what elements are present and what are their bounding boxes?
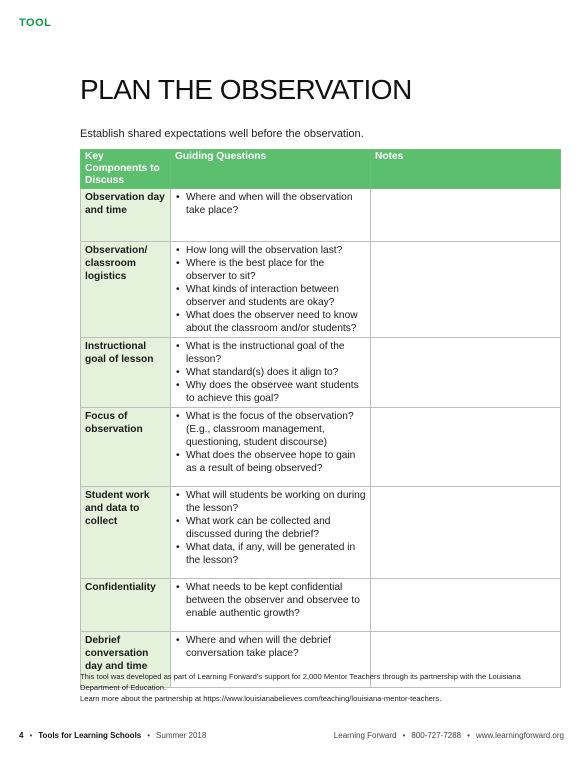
footer-separator: • xyxy=(29,731,33,740)
table-row xyxy=(81,579,561,632)
question-item: • Where and when will the observation take place? xyxy=(175,191,366,217)
key-component-cell: Instructional goal of lesson xyxy=(81,338,171,408)
key-component-cell: Debrief conversation day and time xyxy=(81,632,171,688)
observation-plan-table xyxy=(80,149,561,688)
guiding-questions-cell xyxy=(171,242,371,338)
guiding-questions-cell xyxy=(171,487,371,579)
guiding-questions-cell xyxy=(171,579,371,632)
publication-name: Tools for Learning Schools xyxy=(38,731,142,740)
question-item: • What data, if any, will be generated in the lesson? xyxy=(175,541,366,567)
footer-separator: • xyxy=(147,731,151,740)
footer-right xyxy=(334,731,564,740)
table-row xyxy=(81,242,561,338)
question-list xyxy=(175,191,366,217)
question-item: • What work can be collected and discussed during the debrief? xyxy=(175,515,366,541)
question-item: • Where and when will the debrief conversation take place? xyxy=(175,634,366,660)
question-list xyxy=(175,581,366,620)
intro-text: Establish shared expectations well before the observation. xyxy=(80,128,364,140)
table-row xyxy=(81,487,561,579)
question-list xyxy=(175,410,366,475)
table-header-row xyxy=(81,150,561,189)
question-list xyxy=(175,244,366,335)
phone-number: 800-727-7288 xyxy=(411,731,462,740)
guiding-questions-cell xyxy=(171,189,371,242)
guiding-questions-cell xyxy=(171,408,371,487)
question-item: • Why does the observee want students to achieve this goal? xyxy=(175,379,366,405)
question-item: • What is the focus of the observation? (E.g., classroom management, questioning, student discourse) xyxy=(175,410,366,449)
footnote-line-1: This tool was developed as part of Learning Forward’s support for 2,000 Mentor Teachers through its partnership with the Louisiana Department of Education. xyxy=(80,672,521,692)
question-list xyxy=(175,340,366,405)
header-key-components: Key Components to Discuss xyxy=(81,150,171,189)
header-notes: Notes xyxy=(371,150,561,189)
tool-tag: TOOL xyxy=(19,17,52,29)
question-item: • Where is the best place for the observer to sit? xyxy=(175,257,366,283)
key-component-cell: Focus of observation xyxy=(81,408,171,487)
footnote xyxy=(80,671,560,704)
notes-cell[interactable] xyxy=(371,487,561,579)
website-link[interactable]: www.learningforward.org xyxy=(475,731,564,740)
page-footer xyxy=(19,731,564,740)
notes-cell[interactable] xyxy=(371,189,561,242)
question-item: • What kinds of interaction between observer and students are okay? xyxy=(175,283,366,309)
page-number: 4 xyxy=(19,731,24,740)
question-list xyxy=(175,634,366,660)
notes-cell[interactable] xyxy=(371,408,561,487)
footer-separator: • xyxy=(467,731,470,740)
key-component-cell: Student work and data to collect xyxy=(81,487,171,579)
question-item: • How long will the observation last? xyxy=(175,244,366,257)
key-component-cell: Observation day and time xyxy=(81,189,171,242)
question-item: • What is the instructional goal of the lesson? xyxy=(175,340,366,366)
key-component-cell: Confidentiality xyxy=(81,579,171,632)
question-list xyxy=(175,489,366,567)
question-item: • What does the observer need to know about the classroom and/or students? xyxy=(175,309,366,335)
key-component-cell: Observation/ classroom logistics xyxy=(81,242,171,338)
footnote-line-2: Learn more about the partnership at https://www.louisianabelieves.com/teaching/louisiana-mentor-teachers. xyxy=(80,694,442,703)
table-row xyxy=(81,189,561,242)
question-item: • What will students be working on during the lesson? xyxy=(175,489,366,515)
org-name: Learning Forward xyxy=(333,731,397,740)
notes-cell[interactable] xyxy=(371,579,561,632)
notes-cell[interactable] xyxy=(371,242,561,338)
question-item: • What does the observee hope to gain as a result of being observed? xyxy=(175,449,366,475)
question-item: • What standard(s) does it align to? xyxy=(175,366,366,379)
issue-date: Summer 2018 xyxy=(156,731,207,740)
footer-separator: • xyxy=(402,731,406,740)
page-title: PLAN THE OBSERVATION xyxy=(80,74,412,105)
guiding-questions-cell xyxy=(171,338,371,408)
header-guiding-questions: Guiding Questions xyxy=(171,150,371,189)
table-row xyxy=(81,338,561,408)
question-item: • What needs to be kept confidential between the observer and observee to enable authentic growth? xyxy=(175,581,366,620)
notes-cell[interactable] xyxy=(371,338,561,408)
table-row xyxy=(81,408,561,487)
